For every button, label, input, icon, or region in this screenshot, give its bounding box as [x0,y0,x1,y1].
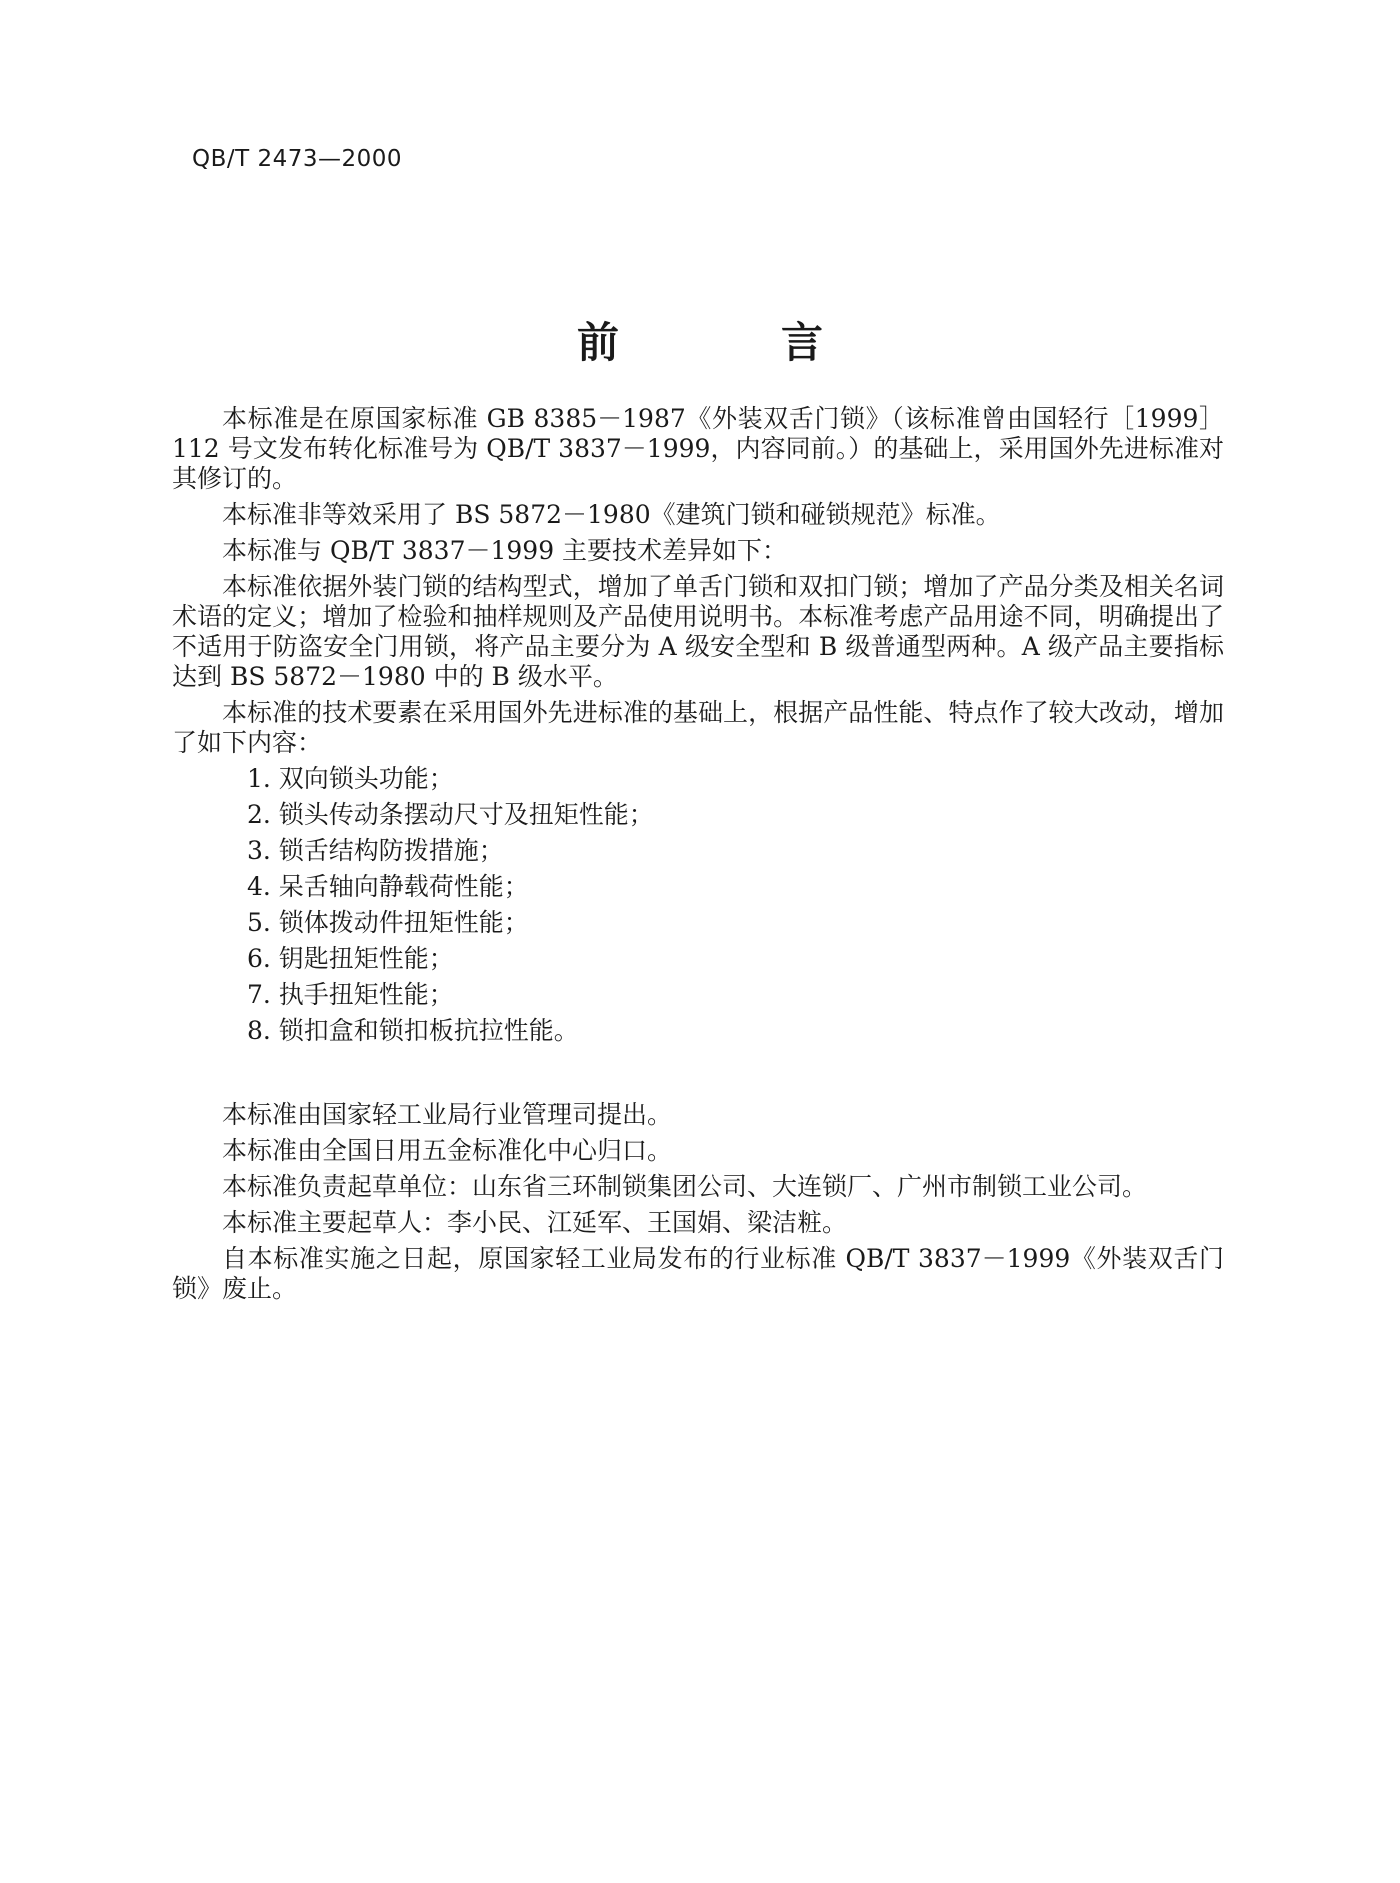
paragraph: 本标准的技术要素在采用国外先进标准的基础上，根据产品性能、特点作了较大改动，增加了如下内容： [172,698,1224,757]
list-item: 2. 锁头传动条摆动尺寸及扭矩性能； [247,800,654,829]
paragraph: 本标准主要起草人：李小民、江延军、王国娟、梁洁粧。 [222,1208,848,1237]
paragraph: 本标准是在原国家标准 GB 8385－1987《外装双舌门锁》（该标准曾由国轻行［1999］112 号文发布转化标准号为 QB/T 3837－1999，内容同前。）的基础上，采用国外先进标准对其修订的。 [172,404,1224,493]
paragraph: 本标准由全国日用五金标准化中心归口。 [222,1136,673,1165]
standard-code: QB/T 2473—2000 [192,146,403,172]
paragraph: 本标准由国家轻工业局行业管理司提出。 [222,1100,673,1129]
paragraph: 本标准与 QB/T 3837－1999 主要技术差异如下： [222,536,788,565]
added-content-list [172,764,1224,1046]
paragraph: 本标准非等效采用了 BS 5872－1980《建筑门锁和碰锁规范》标准。 [222,500,1001,529]
list-item: 6. 钥匙扭矩性能； [247,944,454,973]
paragraph: 自本标准实施之日起，原国家轻工业局发布的行业标准 QB/T 3837－1999《外装双舌门锁》废止。 [172,1244,1224,1303]
list-item: 1. 双向锁头功能； [247,764,454,793]
list-item: 8. 锁扣盒和锁扣板抗拉性能。 [247,1016,579,1045]
list-item: 3. 锁舌结构防拨措施； [247,836,504,865]
list-item: 5. 锁体拨动件扭矩性能； [247,908,529,937]
page-title: 前 言 [576,318,883,367]
list-item: 7. 执手扭矩性能； [247,980,454,1009]
list-item: 4. 呆舌轴向静载荷性能； [247,872,529,901]
paragraph: 本标准负责起草单位：山东省三环制锁集团公司、大连锁厂、广州市制锁工业公司。 [222,1172,1148,1201]
section-gap [172,1052,1224,1100]
paragraph: 本标准依据外装门锁的结构型式，增加了单舌门锁和双扣门锁；增加了产品分类及相关名词术语的定义；增加了检验和抽样规则及产品使用说明书。本标准考虑产品用途不同，明确提出了不适用于防盗安全门用锁，将产品主要分为 A 级安全型和 B 级普通型两种。A 级产品主要指标达到 BS 5872－1980 中的 B 级水平。 [172,572,1224,691]
document-body [172,404,1224,1310]
